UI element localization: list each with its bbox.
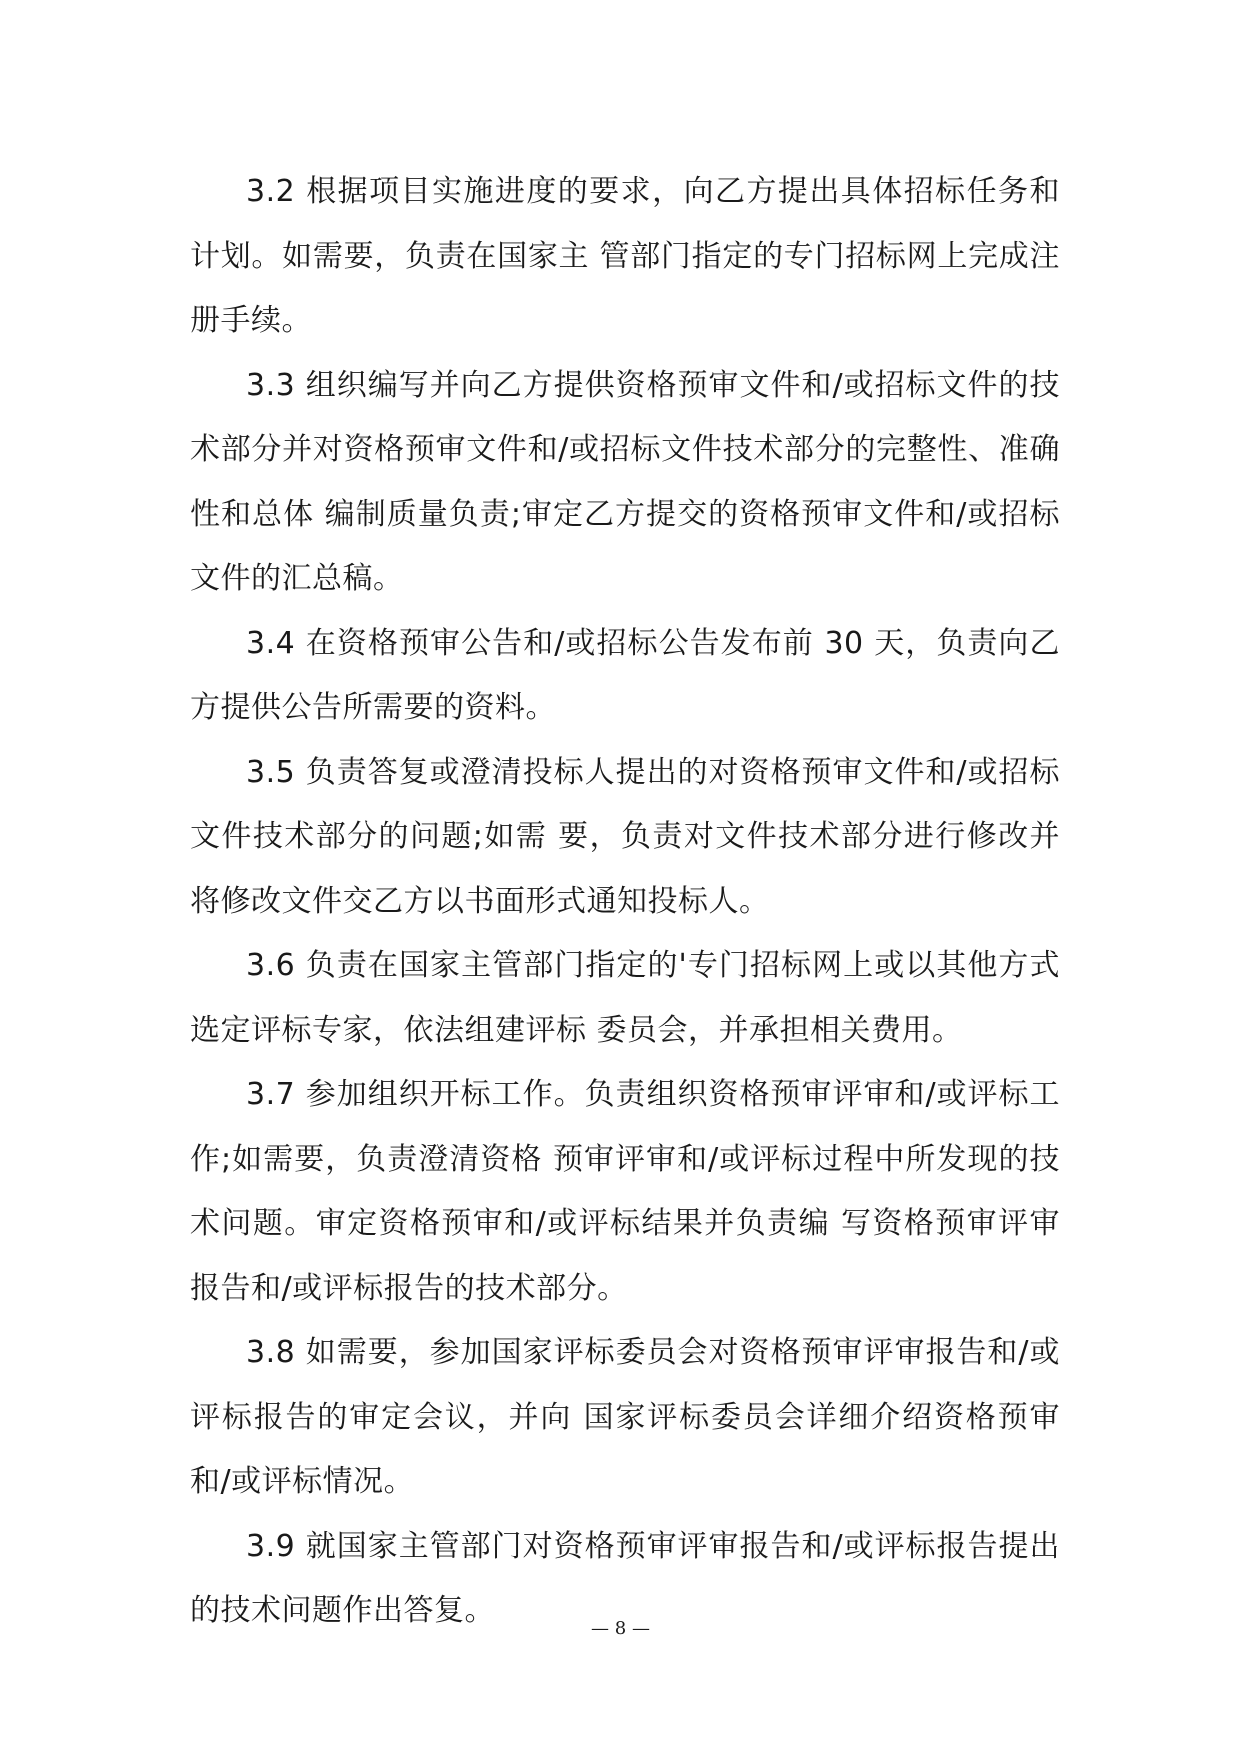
page-number: — 8 —: [591, 1618, 650, 1639]
paragraph-3-6: 3.6 负责在国家主管部门指定的'专门招标网上或以其他方式选定评标专家，依法组建评标 委员会，并承担相关费用。: [190, 948, 1060, 1048]
document-body: [190, 160, 1060, 1644]
paragraph-3-7: 3.7 参加组织开标工作。负责组织资格预审评审和/或评标工作;如需要，负责澄清资格 预审评审和/或评标过程中所发现的技术问题。审定资格预审和/或评标结果并负责编 写资格预审评审报告和/或评标报告的技术部分。: [190, 1077, 1060, 1306]
paragraph-3-5: 3.5 负责答复或澄清投标人提出的对资格预审文件和/或招标文件技术部分的问题;如需 要，负责对文件技术部分进行修改并将修改文件交乙方以书面形式通知投标人。: [190, 754, 1060, 919]
paragraph-3-4: 3.4 在资格预审公告和/或招标公告发布前 30 天，负责向乙方提供公告所需要的资料。: [190, 625, 1060, 725]
paragraph-3-9: 3.9 就国家主管部门对资格预审评审报告和/或评标报告提出的技术问题作出答复。: [190, 1528, 1060, 1628]
paragraph-3-8: 3.8 如需要，参加国家评标委员会对资格预审评审报告和/或评标报告的审定会议，并向 国家评标委员会详细介绍资格预审和/或评标情况。: [190, 1335, 1060, 1499]
paragraph-3-2: 3.2 根据项目实施进度的要求，向乙方提出具体招标任务和计划。如需要，负责在国家主 管部门指定的专门招标网上完成注册手续。: [190, 174, 1060, 338]
paragraph-3-3: 3.3 组织编写并向乙方提供资格预审文件和/或招标文件的技术部分并对资格预审文件和/或招标文件技术部分的完整性、准确性和总体 编制质量负责;审定乙方提交的资格预审文件和/或招标文件的汇总稿。: [190, 367, 1060, 596]
